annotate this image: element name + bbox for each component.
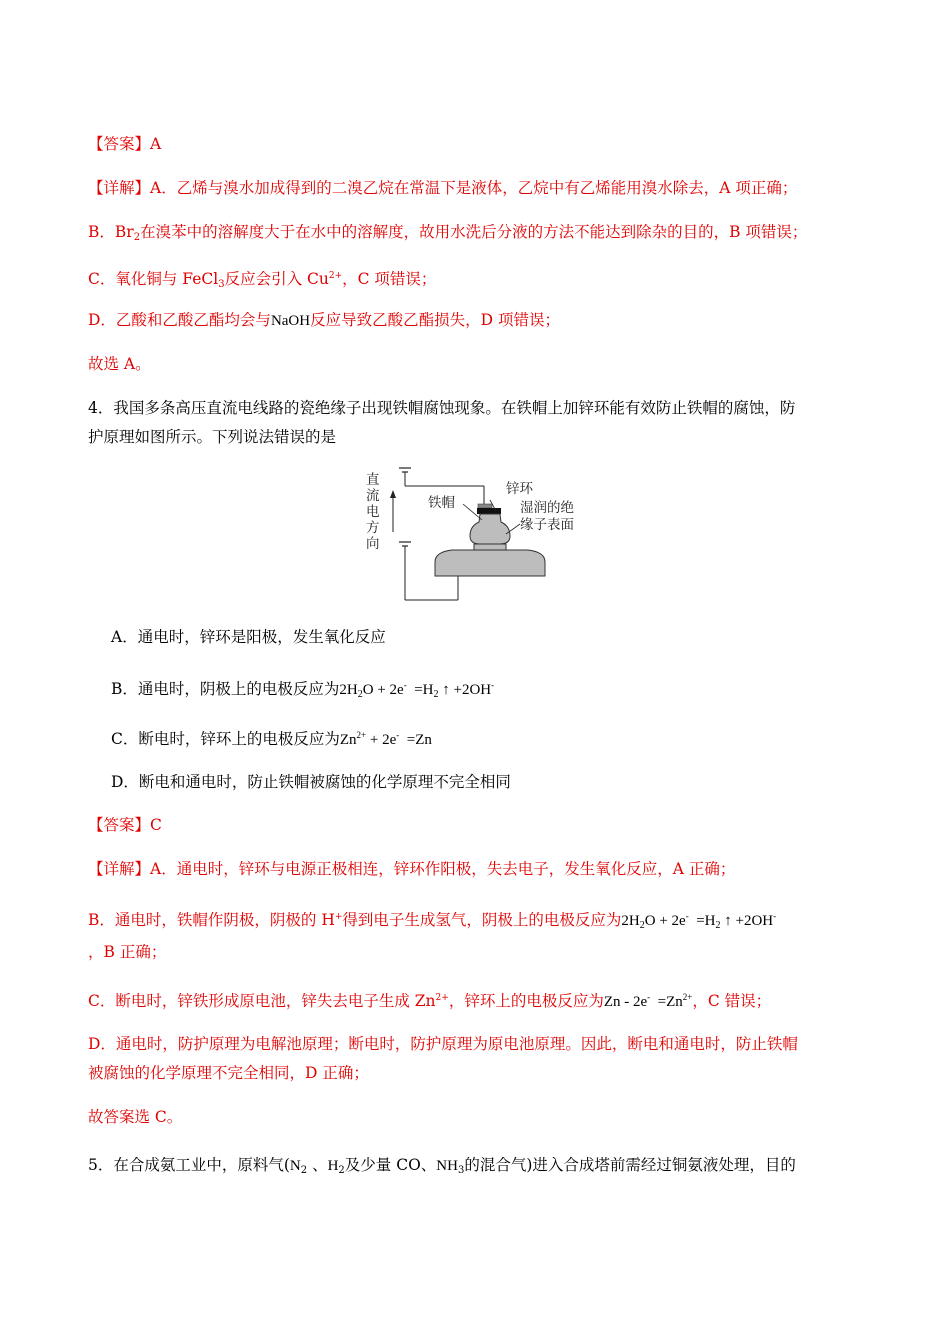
iron-cap-label: 铁帽 (428, 495, 455, 511)
equation-b: $2H_2O + 2e^- =H_2$ ↑ +2OH- (339, 680, 495, 700)
direction-char-2: 流 (366, 488, 380, 504)
q4-detail-d-line2: 被腐蚀的化学原理不完全相同，D 正确； (88, 1064, 369, 1082)
cap-base (474, 544, 506, 550)
q4-detail-c: C．断电时，锌铁形成原电池，锌失去电子生成 $Zn^{2+}$，锌环上的电极反应为$Zn - 2e^- =Zn^{2+}$，C 错误； (88, 992, 772, 1010)
direction-char-4: 方 (366, 520, 380, 536)
direction-char-3: 电 (366, 504, 380, 520)
detail-tag: 【详解】 (88, 860, 151, 878)
q3-detail-d: D．乙酸和乙酸乙酯均会与NaOH反应导致乙酸乙酯损失，D 项错误； (88, 311, 560, 329)
q4-option-c: C．断电时，锌环上的电极反应为$Zn^{2+} + 2e^- =Zn$ (111, 730, 432, 748)
q3-detail-a: 【详解】A．乙烯与溴水加成得到的二溴乙烷在常温下是液体，乙烷中有乙烯能用溴水除去，A 项正确； (88, 179, 798, 197)
iron-cap (470, 514, 510, 544)
detail-equation-b: $2H_2O + 2e^- =H_2$ ↑ +2OH- (621, 911, 777, 931)
q3-detail-c: C．氧化铜与 FeCl$_3$反应会引入 $Cu^{2+}$，C 项错误； (88, 270, 437, 290)
direction-arrow (390, 490, 396, 532)
q3-conclusion: 故选 A。 (88, 355, 151, 373)
q3-detail-b: B．$Br_2$在溴苯中的溶解度大于在水中的溶解度，故用水洗后分液的方法不能达到除杂的目的，B 项错误； (88, 223, 808, 243)
cap-stem (478, 504, 492, 508)
q4-detail-b: B．通电时，铁帽作阴极，阴极的 H+得到电子生成氢气，阴极上的电极反应为$2H_2O + 2e^- =H_2$ ↑ +2OH- (88, 911, 777, 931)
q4-answer: 【答案】C (88, 816, 162, 834)
insulator-diagram (360, 462, 600, 608)
wet-surface-label-1: 湿润的绝 (520, 500, 574, 516)
direction-char-1: 直 (366, 472, 380, 488)
q4-stem-line2: 护原理如图所示。下列说法错误的是 (88, 428, 337, 446)
q4-option-b: B．通电时，阴极上的电极反应为$2H_2O + 2e^- =H_2$ ↑ +2OH- (111, 680, 495, 700)
zinc-ring (477, 508, 501, 514)
detail-tag: 【详解】 (88, 179, 151, 197)
q3-answer: 【答案】A (88, 135, 162, 153)
q4-option-a: A．通电时，锌环是阳极，发生氧化反应 (111, 628, 386, 646)
detail-equation-c: $Zn - 2e^- =Zn^{2+}$ (603, 992, 693, 1010)
q4-detail-a: 【详解】A．通电时，锌环与电源正极相连，锌环作阳极，失去电子，发生氧化反应，A 正确； (88, 860, 736, 878)
q4-detail-b-line2: ，B 正确； (88, 943, 167, 961)
q4-conclusion: 故答案选 C。 (88, 1108, 183, 1126)
equation-c: $Zn^{2+} + 2e^- =Zn$ (339, 730, 432, 748)
q4-stem-line1: 4．我国多条高压直流电线路的瓷绝缘子出现铁帽腐蚀现象。在铁帽上加锌环能有效防止铁帽的腐蚀，防 (88, 399, 796, 417)
q4-detail-d-line1: D．通电时，防护原理为电解池原理；断电时，防护原理为原电池原理。因此，断电和通电时，防止铁帽 (88, 1035, 798, 1053)
wet-surface-label-2: 缘子表面 (520, 517, 574, 533)
insulator-body (435, 550, 545, 576)
zinc-ring-label: 锌环 (506, 481, 533, 497)
direction-char-5: 向 (366, 536, 380, 552)
q5-stem: 5．在合成氨工业中，原料气($N_2$ 、$H_2$及少量 CO、$NH_3$的混合气)进入合成塔前需经过铜氨液处理，目的 (88, 1156, 796, 1176)
q4-option-d: D．断电和通电时，防止铁帽被腐蚀的化学原理不完全相同 (111, 773, 511, 791)
